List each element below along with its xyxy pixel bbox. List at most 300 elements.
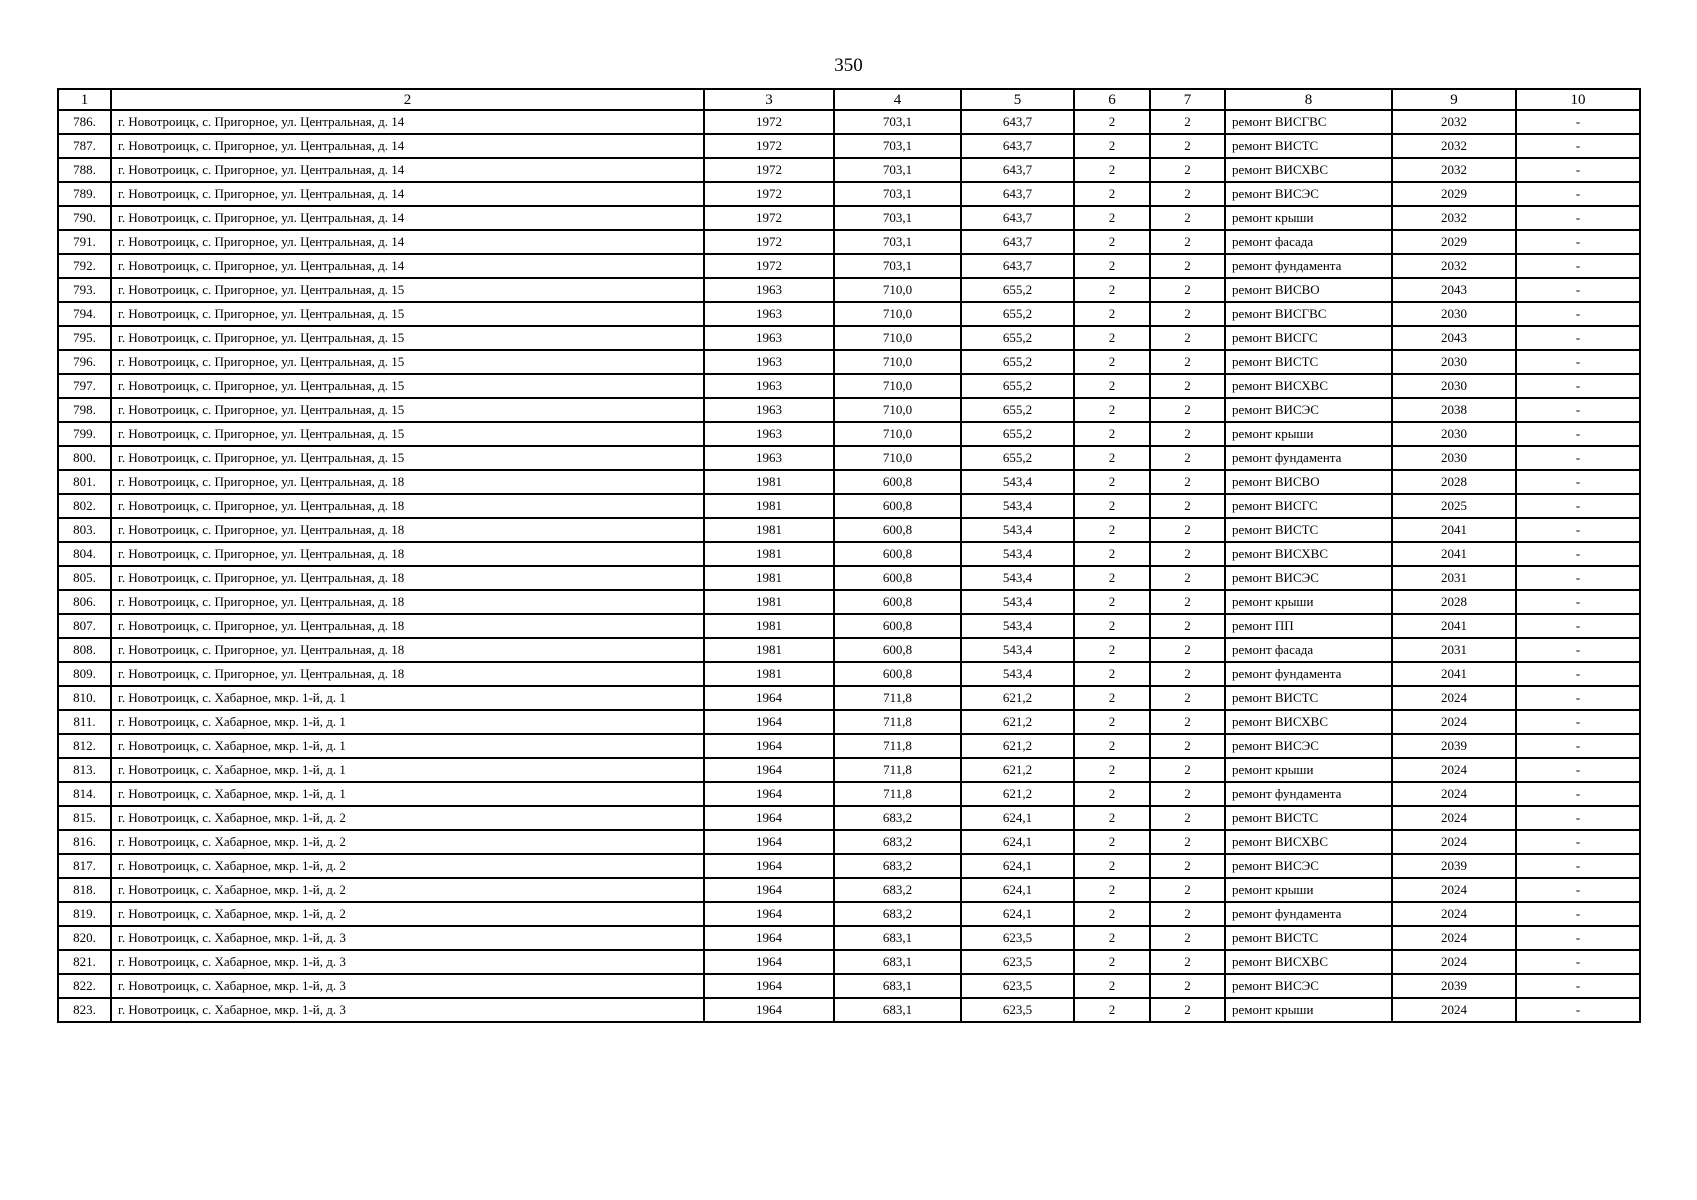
cell-col-year: 1972: [704, 230, 834, 254]
table-row: [58, 782, 1640, 806]
cell-col-entrances: 2: [1150, 254, 1225, 278]
cell-col-number: 815.: [58, 806, 111, 830]
cell-col-area-living: 621,2: [961, 686, 1074, 710]
cell-col-work-type: ремонт фундамента: [1225, 254, 1392, 278]
cell-col-floors: 2: [1074, 206, 1150, 230]
cell-col-year-planned: 2039: [1392, 734, 1516, 758]
cell-col-address: г. Новотроицк, с. Хабарное, мкр. 1-й, д. 2: [111, 830, 704, 854]
cell-col-area-living: 623,5: [961, 998, 1074, 1022]
cell-col-number: 796.: [58, 350, 111, 374]
cell-col-year-planned: 2029: [1392, 230, 1516, 254]
table-row: [58, 566, 1640, 590]
cell-col-note: -: [1516, 230, 1640, 254]
cell-col-note: -: [1516, 278, 1640, 302]
cell-col-entrances: 2: [1150, 758, 1225, 782]
cell-col-area-total: 683,2: [834, 806, 961, 830]
cell-col-number: 795.: [58, 326, 111, 350]
cell-col-note: -: [1516, 398, 1640, 422]
cell-col-number: 804.: [58, 542, 111, 566]
cell-col-year-planned: 2030: [1392, 374, 1516, 398]
cell-col-address: г. Новотроицк, с. Пригорное, ул. Центральная, д. 14: [111, 206, 704, 230]
cell-col-area-living: 643,7: [961, 110, 1074, 134]
cell-col-area-total: 703,1: [834, 230, 961, 254]
cell-col-area-total: 710,0: [834, 374, 961, 398]
cell-col-floors: 2: [1074, 686, 1150, 710]
cell-col-note: -: [1516, 998, 1640, 1022]
cell-col-number: 789.: [58, 182, 111, 206]
cell-col-note: -: [1516, 566, 1640, 590]
table-row: [58, 998, 1640, 1022]
cell-col-year-planned: 2041: [1392, 542, 1516, 566]
cell-col-year-planned: 2024: [1392, 878, 1516, 902]
cell-col-note: -: [1516, 806, 1640, 830]
cell-col-note: -: [1516, 374, 1640, 398]
cell-col-year: 1964: [704, 902, 834, 926]
cell-col-area-total: 600,8: [834, 518, 961, 542]
cell-col-area-living: 655,2: [961, 302, 1074, 326]
header-cell-col-number: 1: [58, 89, 111, 110]
cell-col-entrances: 2: [1150, 710, 1225, 734]
cell-col-floors: 2: [1074, 254, 1150, 278]
cell-col-entrances: 2: [1150, 446, 1225, 470]
cell-col-entrances: 2: [1150, 998, 1225, 1022]
cell-col-work-type: ремонт фасада: [1225, 230, 1392, 254]
cell-col-address: г. Новотроицк, с. Хабарное, мкр. 1-й, д. 2: [111, 878, 704, 902]
table-row: [58, 638, 1640, 662]
cell-col-area-total: 683,2: [834, 854, 961, 878]
cell-col-entrances: 2: [1150, 878, 1225, 902]
cell-col-floors: 2: [1074, 326, 1150, 350]
cell-col-entrances: 2: [1150, 326, 1225, 350]
cell-col-area-living: 655,2: [961, 374, 1074, 398]
cell-col-floors: 2: [1074, 878, 1150, 902]
cell-col-note: -: [1516, 518, 1640, 542]
cell-col-entrances: 2: [1150, 806, 1225, 830]
cell-col-area-total: 600,8: [834, 662, 961, 686]
cell-col-area-living: 643,7: [961, 182, 1074, 206]
cell-col-address: г. Новотроицк, с. Хабарное, мкр. 1-й, д. 2: [111, 854, 704, 878]
cell-col-address: г. Новотроицк, с. Хабарное, мкр. 1-й, д. 1: [111, 758, 704, 782]
table-row: [58, 614, 1640, 638]
cell-col-year: 1972: [704, 182, 834, 206]
table-row: [58, 446, 1640, 470]
cell-col-year-planned: 2041: [1392, 662, 1516, 686]
cell-col-area-total: 703,1: [834, 254, 961, 278]
cell-col-address: г. Новотроицк, с. Хабарное, мкр. 1-й, д. 2: [111, 806, 704, 830]
table-header: [58, 89, 1640, 110]
cell-col-floors: 2: [1074, 566, 1150, 590]
cell-col-year: 1981: [704, 662, 834, 686]
cell-col-work-type: ремонт ВИСХВС: [1225, 830, 1392, 854]
cell-col-floors: 2: [1074, 902, 1150, 926]
cell-col-year: 1964: [704, 830, 834, 854]
cell-col-floors: 2: [1074, 302, 1150, 326]
header-cell-col-year-planned: 9: [1392, 89, 1516, 110]
cell-col-note: -: [1516, 446, 1640, 470]
cell-col-area-living: 655,2: [961, 350, 1074, 374]
cell-col-area-total: 703,1: [834, 110, 961, 134]
cell-col-address: г. Новотроицк, с. Пригорное, ул. Центральная, д. 14: [111, 158, 704, 182]
cell-col-year-planned: 2024: [1392, 782, 1516, 806]
cell-col-note: -: [1516, 494, 1640, 518]
cell-col-number: 806.: [58, 590, 111, 614]
cell-col-year: 1972: [704, 254, 834, 278]
cell-col-area-total: 703,1: [834, 182, 961, 206]
cell-col-number: 803.: [58, 518, 111, 542]
cell-col-number: 816.: [58, 830, 111, 854]
cell-col-address: г. Новотроицк, с. Пригорное, ул. Центральная, д. 14: [111, 110, 704, 134]
cell-col-area-living: 621,2: [961, 734, 1074, 758]
cell-col-year-planned: 2032: [1392, 254, 1516, 278]
cell-col-work-type: ремонт ВИСТС: [1225, 350, 1392, 374]
cell-col-entrances: 2: [1150, 398, 1225, 422]
cell-col-address: г. Новотроицк, с. Хабарное, мкр. 1-й, д. 3: [111, 950, 704, 974]
cell-col-entrances: 2: [1150, 422, 1225, 446]
table-row: [58, 134, 1640, 158]
cell-col-year-planned: 2032: [1392, 158, 1516, 182]
header-cell-col-note: 10: [1516, 89, 1640, 110]
cell-col-year: 1981: [704, 566, 834, 590]
cell-col-entrances: 2: [1150, 662, 1225, 686]
cell-col-address: г. Новотроицк, с. Пригорное, ул. Центральная, д. 14: [111, 182, 704, 206]
cell-col-floors: 2: [1074, 734, 1150, 758]
cell-col-entrances: 2: [1150, 182, 1225, 206]
cell-col-number: 792.: [58, 254, 111, 278]
cell-col-year: 1981: [704, 518, 834, 542]
table-row: [58, 902, 1640, 926]
cell-col-work-type: ремонт крыши: [1225, 998, 1392, 1022]
cell-col-work-type: ремонт ВИСХВС: [1225, 542, 1392, 566]
cell-col-work-type: ремонт крыши: [1225, 422, 1392, 446]
cell-col-address: г. Новотроицк, с. Пригорное, ул. Центральная, д. 15: [111, 326, 704, 350]
cell-col-year: 1963: [704, 374, 834, 398]
cell-col-note: -: [1516, 710, 1640, 734]
cell-col-number: 813.: [58, 758, 111, 782]
table-row: [58, 830, 1640, 854]
table-row: [58, 302, 1640, 326]
cell-col-floors: 2: [1074, 446, 1150, 470]
cell-col-year: 1964: [704, 998, 834, 1022]
cell-col-work-type: ремонт ВИСГВС: [1225, 110, 1392, 134]
cell-col-year-planned: 2038: [1392, 398, 1516, 422]
table-row: [58, 686, 1640, 710]
cell-col-note: -: [1516, 950, 1640, 974]
table-row: [58, 878, 1640, 902]
cell-col-number: 822.: [58, 974, 111, 998]
cell-col-work-type: ремонт ВИСГС: [1225, 494, 1392, 518]
table-row: [58, 710, 1640, 734]
cell-col-area-living: 655,2: [961, 326, 1074, 350]
cell-col-floors: 2: [1074, 806, 1150, 830]
cell-col-entrances: 2: [1150, 830, 1225, 854]
cell-col-work-type: ремонт ВИСХВС: [1225, 158, 1392, 182]
cell-col-work-type: ремонт ВИСГВС: [1225, 302, 1392, 326]
cell-col-area-living: 621,2: [961, 758, 1074, 782]
cell-col-work-type: ремонт ВИСЭС: [1225, 566, 1392, 590]
cell-col-area-total: 710,0: [834, 446, 961, 470]
table-row: [58, 854, 1640, 878]
cell-col-year-planned: 2024: [1392, 806, 1516, 830]
cell-col-year-planned: 2028: [1392, 590, 1516, 614]
cell-col-note: -: [1516, 878, 1640, 902]
cell-col-year-planned: 2039: [1392, 974, 1516, 998]
header-cell-col-floors: 6: [1074, 89, 1150, 110]
cell-col-area-living: 655,2: [961, 398, 1074, 422]
cell-col-note: -: [1516, 854, 1640, 878]
cell-col-year-planned: 2039: [1392, 854, 1516, 878]
cell-col-address: г. Новотроицк, с. Пригорное, ул. Центральная, д. 15: [111, 398, 704, 422]
cell-col-year: 1963: [704, 326, 834, 350]
cell-col-number: 797.: [58, 374, 111, 398]
table-row: [58, 950, 1640, 974]
cell-col-year-planned: 2032: [1392, 134, 1516, 158]
cell-col-area-total: 710,0: [834, 302, 961, 326]
cell-col-note: -: [1516, 182, 1640, 206]
cell-col-note: -: [1516, 902, 1640, 926]
cell-col-year: 1972: [704, 206, 834, 230]
cell-col-year-planned: 2024: [1392, 758, 1516, 782]
cell-col-number: 818.: [58, 878, 111, 902]
table-row: [58, 494, 1640, 518]
cell-col-area-total: 600,8: [834, 470, 961, 494]
cell-col-area-total: 711,8: [834, 734, 961, 758]
cell-col-work-type: ремонт ПП: [1225, 614, 1392, 638]
cell-col-number: 814.: [58, 782, 111, 806]
cell-col-area-total: 703,1: [834, 134, 961, 158]
cell-col-note: -: [1516, 974, 1640, 998]
cell-col-year: 1964: [704, 974, 834, 998]
cell-col-address: г. Новотроицк, с. Хабарное, мкр. 1-й, д. 1: [111, 782, 704, 806]
cell-col-area-total: 683,1: [834, 974, 961, 998]
cell-col-note: -: [1516, 662, 1640, 686]
cell-col-area-living: 543,4: [961, 662, 1074, 686]
cell-col-year: 1964: [704, 686, 834, 710]
cell-col-floors: 2: [1074, 950, 1150, 974]
cell-col-number: 798.: [58, 398, 111, 422]
cell-col-address: г. Новотроицк, с. Хабарное, мкр. 1-й, д. 3: [111, 974, 704, 998]
cell-col-area-total: 683,1: [834, 950, 961, 974]
cell-col-entrances: 2: [1150, 614, 1225, 638]
cell-col-entrances: 2: [1150, 926, 1225, 950]
table-row: [58, 374, 1640, 398]
cell-col-year-planned: 2028: [1392, 470, 1516, 494]
cell-col-address: г. Новотроицк, с. Пригорное, ул. Центральная, д. 18: [111, 566, 704, 590]
cell-col-area-living: 655,2: [961, 278, 1074, 302]
cell-col-number: 812.: [58, 734, 111, 758]
cell-col-area-total: 710,0: [834, 422, 961, 446]
cell-col-work-type: ремонт ВИСТС: [1225, 518, 1392, 542]
cell-col-work-type: ремонт ВИСГС: [1225, 326, 1392, 350]
cell-col-address: г. Новотроицк, с. Хабарное, мкр. 1-й, д. 1: [111, 710, 704, 734]
cell-col-year: 1963: [704, 422, 834, 446]
table-row: [58, 974, 1640, 998]
registry-table: [57, 88, 1641, 1023]
cell-col-entrances: 2: [1150, 494, 1225, 518]
table-row: [58, 662, 1640, 686]
cell-col-work-type: ремонт ВИСЭС: [1225, 974, 1392, 998]
cell-col-year: 1963: [704, 302, 834, 326]
cell-col-note: -: [1516, 158, 1640, 182]
cell-col-year: 1964: [704, 926, 834, 950]
cell-col-entrances: 2: [1150, 638, 1225, 662]
cell-col-area-total: 711,8: [834, 758, 961, 782]
table-row: [58, 590, 1640, 614]
table-row: [58, 518, 1640, 542]
cell-col-area-total: 683,2: [834, 878, 961, 902]
cell-col-area-total: 683,1: [834, 926, 961, 950]
cell-col-area-living: 543,4: [961, 494, 1074, 518]
table-row: [58, 806, 1640, 830]
cell-col-year: 1972: [704, 110, 834, 134]
cell-col-entrances: 2: [1150, 734, 1225, 758]
cell-col-area-total: 710,0: [834, 326, 961, 350]
cell-col-work-type: ремонт ВИСТС: [1225, 926, 1392, 950]
cell-col-year: 1964: [704, 854, 834, 878]
table-row: [58, 182, 1640, 206]
cell-col-note: -: [1516, 782, 1640, 806]
cell-col-entrances: 2: [1150, 206, 1225, 230]
header-cell-col-area-living: 5: [961, 89, 1074, 110]
cell-col-area-living: 543,4: [961, 542, 1074, 566]
cell-col-address: г. Новотроицк, с. Пригорное, ул. Центральная, д. 14: [111, 134, 704, 158]
cell-col-number: 810.: [58, 686, 111, 710]
cell-col-number: 799.: [58, 422, 111, 446]
cell-col-number: 805.: [58, 566, 111, 590]
page-number: 350: [834, 55, 863, 76]
cell-col-number: 811.: [58, 710, 111, 734]
cell-col-year-planned: 2043: [1392, 326, 1516, 350]
cell-col-area-living: 543,4: [961, 470, 1074, 494]
cell-col-area-living: 623,5: [961, 950, 1074, 974]
cell-col-floors: 2: [1074, 398, 1150, 422]
cell-col-area-living: 623,5: [961, 926, 1074, 950]
cell-col-year: 1981: [704, 470, 834, 494]
cell-col-floors: 2: [1074, 158, 1150, 182]
cell-col-address: г. Новотроицк, с. Пригорное, ул. Центральная, д. 15: [111, 350, 704, 374]
table-row: [58, 734, 1640, 758]
cell-col-work-type: ремонт фундамента: [1225, 662, 1392, 686]
cell-col-floors: 2: [1074, 614, 1150, 638]
cell-col-floors: 2: [1074, 542, 1150, 566]
table-row: [58, 350, 1640, 374]
cell-col-area-total: 683,1: [834, 998, 961, 1022]
cell-col-work-type: ремонт ВИСТС: [1225, 806, 1392, 830]
cell-col-year-planned: 2031: [1392, 638, 1516, 662]
cell-col-floors: 2: [1074, 854, 1150, 878]
header-cell-col-area-total: 4: [834, 89, 961, 110]
cell-col-year-planned: 2032: [1392, 206, 1516, 230]
cell-col-year-planned: 2024: [1392, 902, 1516, 926]
cell-col-address: г. Новотроицк, с. Пригорное, ул. Центральная, д. 18: [111, 542, 704, 566]
cell-col-year-planned: 2043: [1392, 278, 1516, 302]
cell-col-number: 786.: [58, 110, 111, 134]
cell-col-note: -: [1516, 350, 1640, 374]
cell-col-year-planned: 2030: [1392, 422, 1516, 446]
cell-col-address: г. Новотроицк, с. Пригорное, ул. Центральная, д. 14: [111, 230, 704, 254]
cell-col-year: 1972: [704, 134, 834, 158]
cell-col-year-planned: 2030: [1392, 302, 1516, 326]
cell-col-number: 807.: [58, 614, 111, 638]
cell-col-area-living: 621,2: [961, 710, 1074, 734]
cell-col-area-living: 624,1: [961, 902, 1074, 926]
cell-col-number: 808.: [58, 638, 111, 662]
cell-col-year-planned: 2024: [1392, 950, 1516, 974]
cell-col-note: -: [1516, 254, 1640, 278]
cell-col-entrances: 2: [1150, 110, 1225, 134]
cell-col-year: 1964: [704, 758, 834, 782]
cell-col-floors: 2: [1074, 422, 1150, 446]
cell-col-work-type: ремонт крыши: [1225, 590, 1392, 614]
cell-col-area-living: 624,1: [961, 806, 1074, 830]
cell-col-entrances: 2: [1150, 782, 1225, 806]
cell-col-work-type: ремонт ВИСЭС: [1225, 182, 1392, 206]
cell-col-year: 1964: [704, 734, 834, 758]
header-row: [58, 89, 1640, 110]
cell-col-number: 820.: [58, 926, 111, 950]
cell-col-address: г. Новотроицк, с. Пригорное, ул. Центральная, д. 18: [111, 614, 704, 638]
cell-col-floors: 2: [1074, 758, 1150, 782]
cell-col-year: 1972: [704, 158, 834, 182]
cell-col-area-living: 643,7: [961, 206, 1074, 230]
cell-col-address: г. Новотроицк, с. Пригорное, ул. Центральная, д. 15: [111, 278, 704, 302]
cell-col-year-planned: 2024: [1392, 686, 1516, 710]
cell-col-year: 1963: [704, 278, 834, 302]
cell-col-floors: 2: [1074, 518, 1150, 542]
cell-col-work-type: ремонт ВИСВО: [1225, 278, 1392, 302]
table-row: [58, 230, 1640, 254]
cell-col-address: г. Новотроицк, с. Пригорное, ул. Центральная, д. 15: [111, 422, 704, 446]
cell-col-number: 817.: [58, 854, 111, 878]
cell-col-year: 1964: [704, 710, 834, 734]
cell-col-area-living: 624,1: [961, 878, 1074, 902]
table-row: [58, 422, 1640, 446]
cell-col-work-type: ремонт ВИСХВС: [1225, 710, 1392, 734]
cell-col-number: 791.: [58, 230, 111, 254]
cell-col-note: -: [1516, 134, 1640, 158]
cell-col-address: г. Новотроицк, с. Пригорное, ул. Центральная, д. 15: [111, 302, 704, 326]
cell-col-number: 793.: [58, 278, 111, 302]
cell-col-note: -: [1516, 422, 1640, 446]
cell-col-note: -: [1516, 734, 1640, 758]
table-row: [58, 758, 1640, 782]
cell-col-floors: 2: [1074, 350, 1150, 374]
header-cell-col-work-type: 8: [1225, 89, 1392, 110]
cell-col-year-planned: 2025: [1392, 494, 1516, 518]
cell-col-floors: 2: [1074, 182, 1150, 206]
cell-col-area-total: 711,8: [834, 710, 961, 734]
cell-col-year-planned: 2041: [1392, 518, 1516, 542]
cell-col-area-living: 543,4: [961, 566, 1074, 590]
table-row: [58, 110, 1640, 134]
table-row: [58, 326, 1640, 350]
cell-col-year: 1981: [704, 638, 834, 662]
table-row: [58, 254, 1640, 278]
cell-col-number: 788.: [58, 158, 111, 182]
cell-col-year: 1981: [704, 494, 834, 518]
cell-col-floors: 2: [1074, 590, 1150, 614]
cell-col-work-type: ремонт фасада: [1225, 638, 1392, 662]
cell-col-number: 802.: [58, 494, 111, 518]
cell-col-address: г. Новотроицк, с. Пригорное, ул. Центральная, д. 18: [111, 470, 704, 494]
cell-col-entrances: 2: [1150, 902, 1225, 926]
cell-col-area-total: 703,1: [834, 206, 961, 230]
cell-col-floors: 2: [1074, 638, 1150, 662]
cell-col-work-type: ремонт ВИСЭС: [1225, 734, 1392, 758]
cell-col-work-type: ремонт ВИСТС: [1225, 134, 1392, 158]
cell-col-floors: 2: [1074, 230, 1150, 254]
cell-col-work-type: ремонт ВИСТС: [1225, 686, 1392, 710]
cell-col-area-living: 623,5: [961, 974, 1074, 998]
